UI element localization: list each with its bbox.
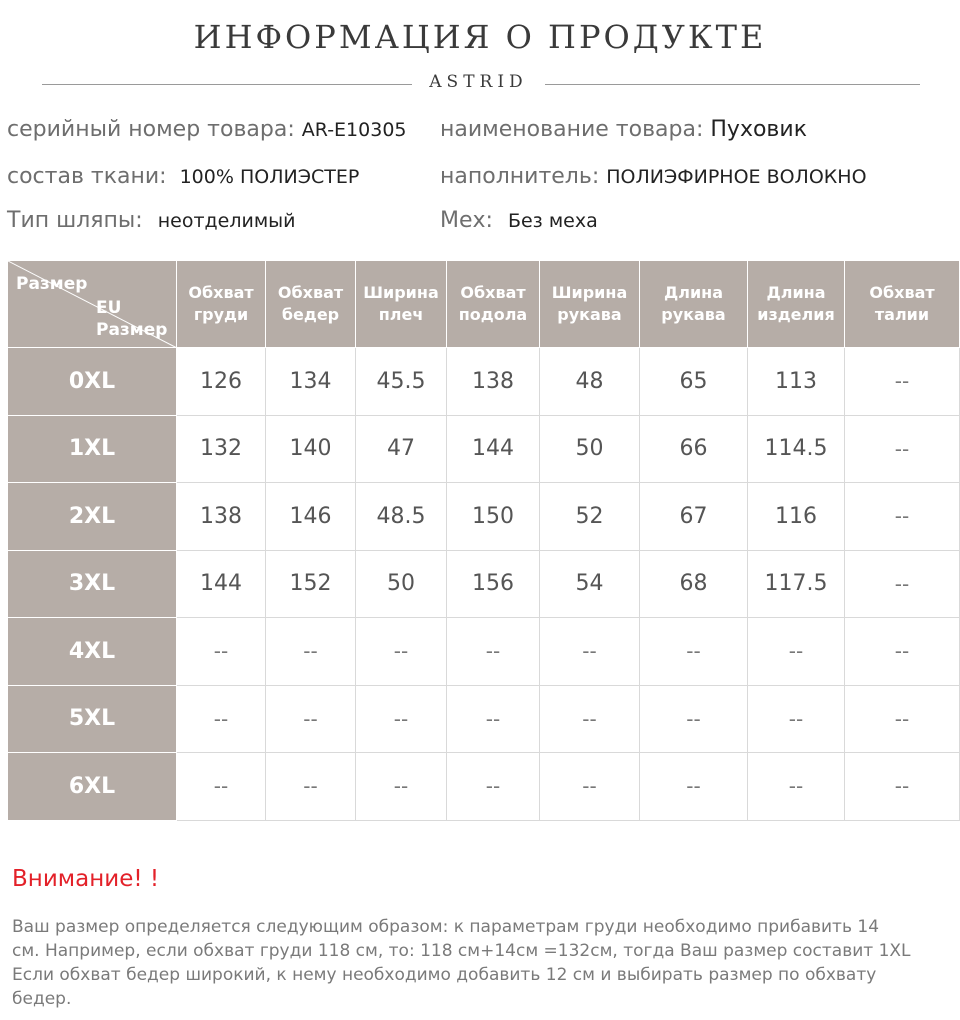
- serial-value: AR-E10305: [301, 119, 407, 141]
- column-header: Обхват талии: [845, 261, 960, 348]
- table-body: [8, 348, 960, 821]
- column-header: Обхват бедер: [266, 261, 356, 348]
- table-cell: --: [640, 753, 748, 821]
- table-cell: --: [356, 753, 447, 821]
- table-cell: --: [748, 685, 845, 753]
- table-cell: 48: [540, 348, 640, 416]
- table-cell: 67: [640, 483, 748, 551]
- divider-right: [545, 84, 920, 85]
- table-cell: --: [640, 685, 748, 753]
- table-cell: 144: [177, 550, 266, 618]
- info-fabric: [7, 164, 359, 189]
- table-cell: --: [845, 685, 960, 753]
- note-line: бедер.: [12, 989, 72, 1009]
- table-header-row: [8, 261, 960, 348]
- table-cell: --: [540, 685, 640, 753]
- table-cell: --: [540, 753, 640, 821]
- table-cell: 48.5: [356, 483, 447, 551]
- filler-label: наполнитель:: [440, 164, 600, 189]
- table-cell: --: [845, 753, 960, 821]
- table-cell: --: [748, 753, 845, 821]
- table-cell: --: [266, 618, 356, 686]
- table-cell: 126: [177, 348, 266, 416]
- table-cell: --: [845, 348, 960, 416]
- corner-cell: [8, 261, 177, 348]
- corner-eu-size-label: [96, 297, 167, 341]
- corner-eu-line: EU: [96, 298, 122, 318]
- table-cell: --: [748, 618, 845, 686]
- table-cell: --: [356, 618, 447, 686]
- table-cell: --: [640, 618, 748, 686]
- table-cell: 65: [640, 348, 748, 416]
- table-cell: --: [447, 618, 540, 686]
- note-line: см. Например, если обхват груди 118 см, то: 118 см+14см =132см, тогда Ваш размер составит 1XL: [12, 941, 911, 961]
- table-cell: 134: [266, 348, 356, 416]
- size-label: 6XL: [8, 753, 177, 821]
- corner-size-line: Размер: [96, 320, 168, 340]
- page-title: ИНФОРМАЦИЯ О ПРОДУКТЕ: [193, 18, 767, 56]
- size-label: 4XL: [8, 618, 177, 686]
- table-cell: 117.5: [748, 550, 845, 618]
- table-cell: --: [845, 483, 960, 551]
- table-cell: --: [177, 685, 266, 753]
- table-row: [8, 550, 960, 618]
- serial-label: серийный номер товара:: [7, 117, 295, 142]
- size-label: 2XL: [8, 483, 177, 551]
- table-cell: --: [177, 618, 266, 686]
- fur-value: Без меха: [507, 210, 598, 232]
- info-serial: [7, 117, 407, 142]
- table-row: [8, 415, 960, 483]
- column-header: Длина изделия: [748, 261, 845, 348]
- hat-value: неотделимый: [157, 210, 296, 232]
- table-cell: --: [266, 753, 356, 821]
- info-hat: [7, 208, 296, 233]
- size-label: 0XL: [8, 348, 177, 416]
- table-cell: 146: [266, 483, 356, 551]
- table-cell: --: [266, 685, 356, 753]
- table-cell: --: [845, 618, 960, 686]
- table-cell: 52: [540, 483, 640, 551]
- fur-label: Мех:: [440, 208, 493, 233]
- filler-value: ПОЛИЭФИРНОЕ ВОЛОКНО: [606, 166, 867, 188]
- table-row: [8, 348, 960, 416]
- table-cell: --: [845, 550, 960, 618]
- table-cell: 66: [640, 415, 748, 483]
- table-cell: 132: [177, 415, 266, 483]
- size-table: [7, 260, 960, 821]
- table-cell: --: [447, 753, 540, 821]
- table-row: [8, 685, 960, 753]
- table-cell: 114.5: [748, 415, 845, 483]
- table-cell: --: [447, 685, 540, 753]
- table-cell: 47: [356, 415, 447, 483]
- table-cell: 150: [447, 483, 540, 551]
- column-header: Обхват груди: [177, 261, 266, 348]
- table-row: [8, 753, 960, 821]
- note-line: Если обхват бедер широкий, к нему необходимо добавить 12 см и выбирать размер по обхвату: [12, 965, 877, 985]
- brand-name: ASTRID: [429, 72, 528, 92]
- divider-left: [42, 84, 412, 85]
- table-cell: 140: [266, 415, 356, 483]
- table-cell: 68: [640, 550, 748, 618]
- column-header: Ширина плеч: [356, 261, 447, 348]
- table-row: [8, 618, 960, 686]
- table-cell: 45.5: [356, 348, 447, 416]
- column-header: Ширина рукава: [540, 261, 640, 348]
- table-cell: 138: [177, 483, 266, 551]
- column-header: Обхват подола: [447, 261, 540, 348]
- size-label: 1XL: [8, 415, 177, 483]
- table-cell: 144: [447, 415, 540, 483]
- attention-heading: Внимание! !: [12, 866, 160, 892]
- size-label: 3XL: [8, 550, 177, 618]
- size-label: 5XL: [8, 685, 177, 753]
- note-line: Ваш размер определяется следующим образом: к параметрам груди необходимо прибавить 14: [12, 917, 880, 937]
- table-cell: 50: [356, 550, 447, 618]
- table-cell: 156: [447, 550, 540, 618]
- product-name-label: наименование товара:: [440, 117, 704, 142]
- info-fur: [440, 208, 598, 233]
- table-cell: --: [177, 753, 266, 821]
- table-cell: 152: [266, 550, 356, 618]
- size-note: [12, 915, 912, 1011]
- table-cell: --: [540, 618, 640, 686]
- table-cell: 54: [540, 550, 640, 618]
- column-header: Длина рукава: [640, 261, 748, 348]
- table-cell: --: [845, 415, 960, 483]
- table-cell: --: [356, 685, 447, 753]
- table-cell: 116: [748, 483, 845, 551]
- table-cell: 113: [748, 348, 845, 416]
- info-filler: [440, 164, 867, 189]
- corner-size-label: Размер: [16, 274, 88, 294]
- fabric-label: состав ткани:: [7, 164, 167, 189]
- info-product-name: [440, 117, 807, 142]
- product-name-value: Пуховик: [710, 117, 807, 142]
- table-row: [8, 483, 960, 551]
- table-cell: 50: [540, 415, 640, 483]
- fabric-value: 100% ПОЛИЭСТЕР: [179, 166, 360, 188]
- table-cell: 138: [447, 348, 540, 416]
- hat-label: Тип шляпы:: [7, 208, 143, 233]
